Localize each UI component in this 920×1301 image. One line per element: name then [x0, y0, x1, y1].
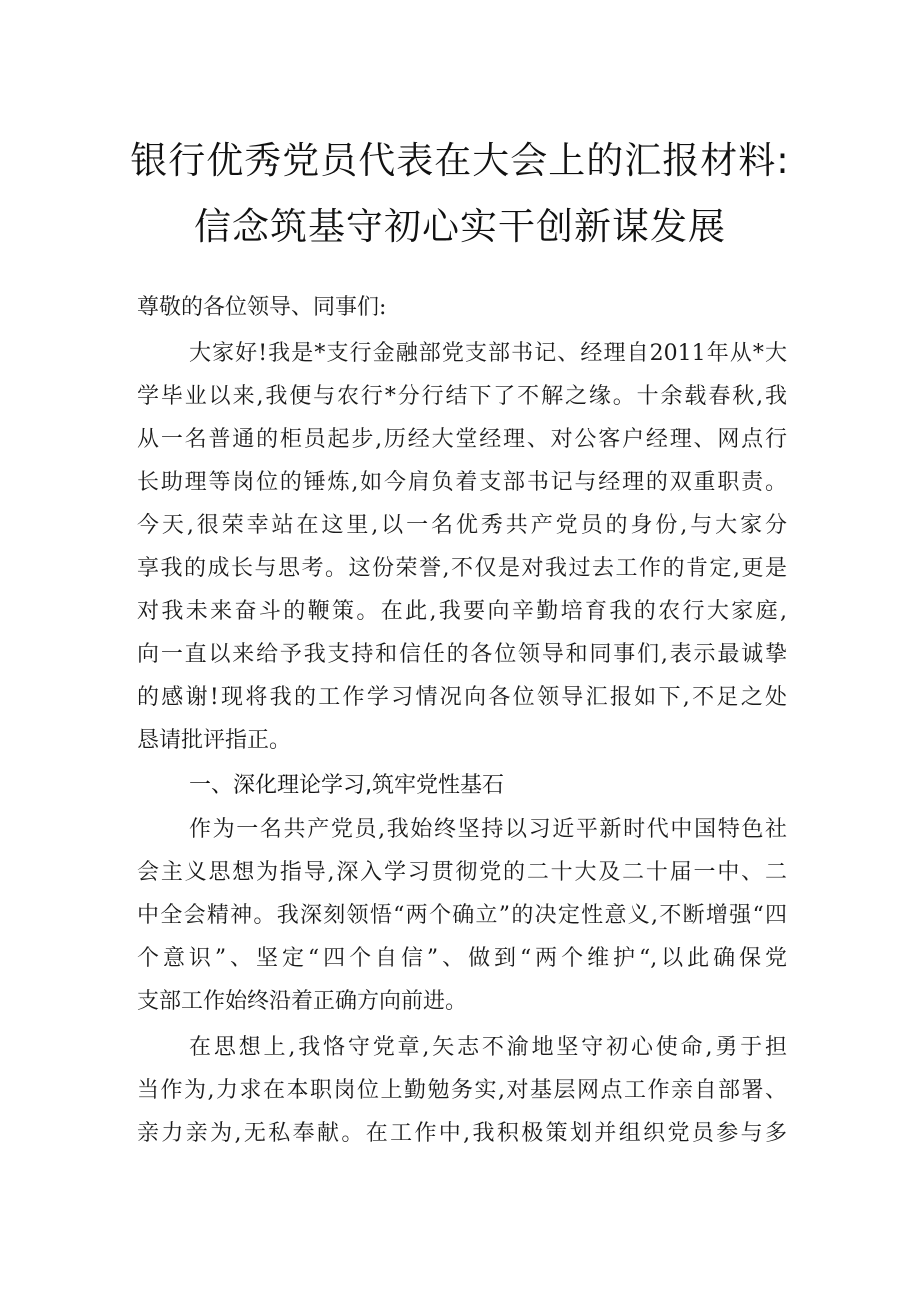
- salutation: 尊敬的各位领导、同事们:: [137, 295, 387, 320]
- paragraph-line: 享我的成长与思考。这份荣誉,不仅是对我过去工作的肯定,更是: [137, 556, 787, 581]
- paragraph-line: 在思想上,我恪守党章,矢志不渝地坚守初心使命,勇于担: [189, 1035, 787, 1060]
- paragraph-line: 长助理等岗位的锤炼,如今肩负着支部书记与经理的双重职责。: [137, 470, 787, 495]
- paragraph-line: 对我未来奋斗的鞭策。在此,我要向辛勤培育我的农行大家庭,: [137, 599, 787, 624]
- paragraph-line: 向一直以来给予我支持和信任的各位领导和同事们,表示最诚挚: [137, 642, 787, 667]
- document-title-line-1: 银行优秀党员代表在大会上的汇报材料:: [130, 139, 790, 182]
- paragraph-line: 中全会精神。我深刻领悟“两个确立”的决定性意义,不断增强“四: [137, 903, 787, 928]
- paragraph-line: 大家好!我是*支行金融部党支部书记、经理自2011年从*大: [189, 341, 787, 366]
- paragraph-line: 当作为,力求在本职岗位上勤勉务实,对基层网点工作亲自部署、: [137, 1078, 787, 1103]
- paragraph-line: 作为一名共产党员,我始终坚持以习近平新时代中国特色社: [189, 817, 787, 842]
- paragraph-line: 支部工作始终沿着正确方向前进。: [137, 989, 468, 1014]
- paragraph-line: 会主义思想为指导,深入学习贯彻党的二十大及二十届一中、二: [137, 860, 787, 885]
- paragraph-line: 个意识”、坚定“四个自信”、做到“两个维护“,以此确保党: [137, 946, 787, 971]
- document-title-line-2: 信念筑基守初心实干创新谋发展: [194, 205, 726, 248]
- paragraph-line: 学毕业以来,我便与农行*分行结下了不解之缘。十余载春秋,我: [137, 384, 787, 409]
- paragraph-line: 恳请批评指正。: [137, 728, 292, 753]
- section-heading: 一、深化理论学习,筑牢党性基石: [189, 773, 504, 798]
- paragraph-line: 亲力亲为,无私奉献。在工作中,我积极策划并组织党员参与多: [137, 1121, 787, 1146]
- paragraph-line: 的感谢!现将我的工作学习情况向各位领导汇报如下,不足之处: [137, 685, 787, 710]
- paragraph-line: 今天,很荣幸站在这里,以一名优秀共产党员的身份,与大家分: [137, 513, 787, 538]
- paragraph-line: 从一名普通的柜员起步,历经大堂经理、对公客户经理、网点行: [137, 427, 787, 452]
